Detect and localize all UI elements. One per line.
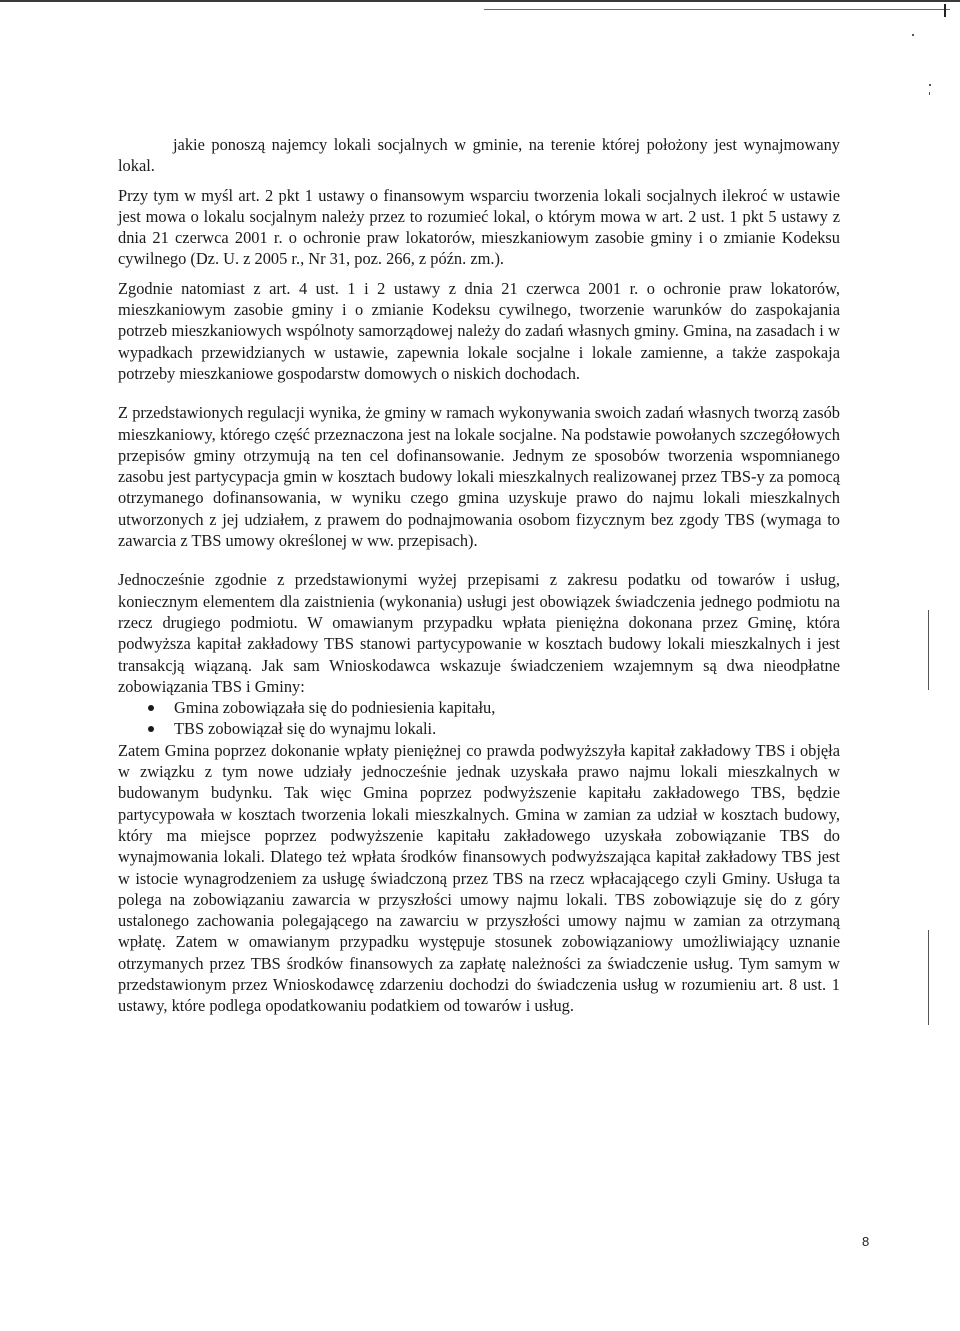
scan-speck (929, 92, 930, 95)
page-number: 8 (862, 1234, 870, 1249)
list-item (118, 718, 840, 739)
scan-margin-line (928, 930, 929, 1025)
paragraph: Zatem Gmina poprzez dokonanie wpłaty pieniężnej co prawda podwyższyła kapitał zakładowy TBS i objęła w związku z tym nowe udziały jednocześnie jednak uzyskała prawo najmu lokali mieszkalnych w budowanym budynku. Tak więc Gmina poprzez podwyższenie kapitału zakładowego TBS, będzie partycypowała w kosztach tworzenia lokali mieszkalnych. Gmina w zamian za udział w kosztach budowy, który ma miejsce poprzez podwyższenie kapitału zakładowego uzyskała zobowiązanie TBS do wynajmowania lokali. Dlatego też wpłata środków finansowych podwyższająca kapitał zakładowy TBS jest w istocie wynagrodzeniem za usługę świadczoną przez TBS na rzecz wpłacającego czyli Gminy. Usługa ta polega na zobowiązaniu zawarcia w przyszłości umowy najmu lokali. TBS zobowiązuje się do z góry ustalonego zachowania polegającego na zawarciu w przyszłości umowy najmu w zamian za otrzymaną wpłatę. Zatem w omawianym przypadku występuje stosunek zobowiązaniowy umożliwiający uznanie otrzymanych przez TBS środków finansowych za zapłatę należności za świadczenie usług. Tym samym w przedstawionym przez Wnioskodawcę zdarzeniu dochodzi do świadczenia usług w rozumieniu art. 8 ust. 1 ustawy, które podlega opodatkowaniu podatkiem od towarów i usług. (118, 740, 840, 1016)
bullet-icon (148, 726, 154, 732)
paragraph: Z przedstawionych regulacji wynika, że gminy w ramach wykonywania swoich zadań własnych tworzą zasób mieszkaniowy, którego część przeznaczona jest na lokale socjalne. Na podstawie powołanych szczegółowych przepisów gminy otrzymują na ten cel dofinansowanie. Jednym ze sposobów tworzenia wspomnianego zasobu jest partycypacja gmin w kosztach budowy lokali mieszkalnych realizowanej przez TBS-y za pomocą otrzymanego dofinansowania, w wyniku czego gmina uzyskuje prawo do najmu lokali mieszkalnych utworzonych z jej udziałem, z prawem do podnajmowania osobom fizycznym bez zgody TBS (wymaga to zawarcia z TBS umowy określonej w ww. przepisach). (118, 403, 840, 551)
document-body (118, 134, 840, 1017)
scan-margin-line (928, 610, 929, 690)
scan-speck (929, 84, 931, 86)
scan-speck (912, 34, 914, 36)
scan-top-rule (484, 9, 950, 10)
list-item-text: TBS zobowiązał się do wynajmu lokali. (174, 719, 437, 739)
bullet-list (118, 697, 840, 740)
paragraph: Przy tym w myśl art. 2 pkt 1 ustawy o finansowym wsparciu tworzenia lokali socjalnych ilekroć w ustawie jest mowa o lokalu socjalnym należy przez to rozumieć lokal, o którym mowa w art. 2 ust. 1 pkt 5 ustawy z dnia 21 czerwca 2001 r. o ochronie praw lokatorów, mieszkaniowym zasobie gminy i o zmianie Kodeksu cywilnego (Dz. U. z 2005 r., Nr 31, poz. 266, z późn. zm.). (118, 185, 840, 269)
paragraph: jakie ponoszą najemcy lokali socjalnych w gminie, na terenie której położony jest wynajmowany lokal. (118, 135, 840, 176)
list-item (118, 697, 840, 718)
paragraph: Zgodnie natomiast z art. 4 ust. 1 i 2 ustawy z dnia 21 czerwca 2001 r. o ochronie praw lokatorów, mieszkaniowym zasobie gminy i o zmianie Kodeksu cywilnego, tworzenie warunków do zaspokajania potrzeb mieszkaniowych wspólnoty samorządowej należy do zadań własnych gminy. Gmina, na zasadach i w wypadkach przewidzianych w ustawie, zapewnia lokale socjalne i lokale zamienne, a także zaspokaja potrzeby mieszkaniowe gospodarstw domowych o niskich dochodach. (118, 278, 840, 383)
bullet-icon (148, 705, 154, 711)
scan-top-edge (0, 0, 960, 2)
scan-corner-mark (944, 4, 946, 17)
list-item-text: Gmina zobowiązała się do podniesienia kapitału, (174, 698, 496, 718)
paragraph: Jednocześnie zgodnie z przedstawionymi wyżej przepisami z zakresu podatku od towarów i usług, koniecznym elementem dla zaistnienia (wykonania) usługi jest obowiązek świadczenia jednego podmiotu na rzecz drugiego podmiotu. W omawianym przypadku wpłata pieniężna dokonana przez Gminę, która podwyższa kapitał zakładowy TBS stanowi partycypowanie w kosztach budowy lokali mieszkalnych i jest transakcją wiązaną. Jak sam Wnioskodawca wskazuje świadczeniem wzajemnym są dwa nieodpłatne zobowiązania TBS i Gminy: (118, 570, 840, 696)
